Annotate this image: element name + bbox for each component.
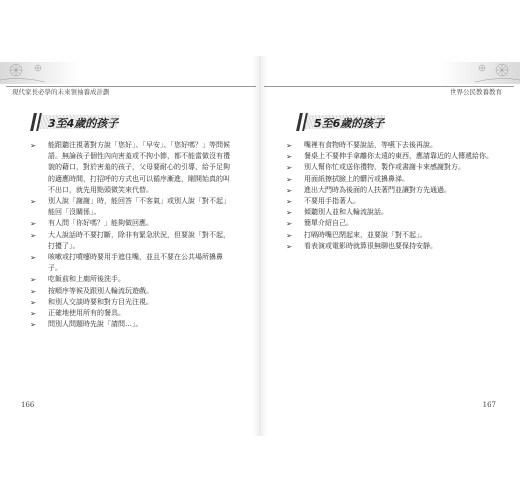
dandelion-decoration-icon — [0, 62, 80, 84]
list-item-text: 餐桌上不要伸手拿離你太遠的東西，應請靠近的人傳遞給你。 — [304, 152, 493, 161]
list-item-text: 別人幫你忙或送你禮物，製作或書謝卡來感謝對方。 — [304, 163, 465, 172]
arrow-bullet-icon: ➢ — [286, 185, 293, 195]
arrow-bullet-icon: ➢ — [286, 241, 293, 251]
arrow-bullet-icon: ➢ — [286, 219, 293, 229]
list-item-text: 用面紙擦拭臉上的髒污或擤鼻涕。 — [304, 174, 409, 183]
list-item — [30, 274, 235, 285]
arrow-bullet-icon: ➢ — [30, 320, 37, 330]
list-item — [30, 218, 235, 229]
list-item-text: 打嗝時嘴巴閉起來，並要說「對不起」。 — [304, 230, 427, 239]
dandelion-decoration-icon — [440, 62, 520, 84]
arrow-bullet-icon: ➢ — [286, 141, 293, 150]
list-item-text: 別人說「謝謝」時，能回答「不客氣」或別人說「對不起」能回「沒關係」。 — [48, 197, 230, 217]
arrow-bullet-icon: ➢ — [30, 275, 37, 285]
list-item — [286, 151, 496, 162]
section-title-text: 5至6歲的孩子 — [314, 117, 385, 130]
list-item — [30, 308, 235, 319]
arrow-bullet-icon: ➢ — [30, 309, 37, 319]
arrow-bullet-icon: ➢ — [30, 141, 37, 150]
list-item — [286, 230, 496, 241]
list-item-text: 進出大門時為後面的人扶著門並讓對方先通過。 — [304, 185, 451, 194]
list-item — [286, 174, 496, 185]
section-title — [298, 113, 388, 131]
list-item — [30, 230, 235, 252]
arrow-bullet-icon: ➢ — [286, 208, 293, 218]
section-title-text: 3至4歲的孩子 — [48, 117, 119, 130]
list-item-text: 問別人問題時先說「請問…」。 — [48, 320, 143, 329]
running-head: 現代家長必學的未來領袖養成計劃 — [12, 88, 110, 96]
list-item-text: 大人說話時不要打斷，除非有緊急狀況，但要說「對不起，打擾了」。 — [48, 230, 230, 250]
list-item — [286, 241, 496, 252]
list-item-text: 正確地使用所有的餐具。 — [48, 309, 125, 318]
page-number: 167 — [482, 401, 496, 409]
list-item-text: 按順序等候及跟別人輪流玩遊戲。 — [48, 286, 153, 295]
list-item — [30, 319, 235, 330]
bullet-list — [30, 140, 235, 330]
list-item-text: 有人問「你好嗎？」能夠做回應。 — [48, 219, 153, 228]
list-item-text: 和別人交談時要和對方目光注視。 — [48, 297, 153, 306]
arrow-bullet-icon: ➢ — [30, 230, 37, 240]
arrow-bullet-icon: ➢ — [30, 286, 37, 296]
arrow-bullet-icon: ➢ — [30, 219, 37, 229]
list-item — [30, 252, 235, 274]
list-item-text: 簡單介紹自己。 — [304, 219, 353, 228]
header-decoration — [262, 62, 520, 84]
list-item-text: 嘴裡有食物時不要說話，等嚥下去後再說。 — [304, 141, 437, 149]
arrow-bullet-icon: ➢ — [30, 253, 37, 263]
list-item — [30, 297, 235, 308]
running-head: 世界公民教養教育 — [450, 88, 502, 96]
list-item — [286, 185, 496, 196]
arrow-bullet-icon: ➢ — [286, 163, 293, 173]
list-item — [286, 207, 496, 218]
page-number: 166 — [21, 401, 35, 409]
header-decoration — [0, 62, 258, 84]
list-item — [30, 196, 235, 218]
arrow-bullet-icon: ➢ — [286, 197, 293, 207]
list-item-text: 傾聽別人並和人輪流說話。 — [304, 208, 388, 217]
arrow-bullet-icon: ➢ — [30, 197, 37, 207]
list-item — [286, 196, 496, 207]
arrow-bullet-icon: ➢ — [30, 297, 37, 307]
arrow-bullet-icon: ➢ — [286, 174, 293, 184]
bullet-list — [286, 140, 496, 252]
list-item-text: 吃飯前和上廁所後洗手。 — [48, 275, 125, 284]
list-item — [286, 140, 496, 151]
list-item — [30, 286, 235, 297]
book-gutter — [252, 56, 268, 436]
list-item — [286, 218, 496, 229]
list-item — [30, 140, 235, 196]
list-item-text: 能跟聽注視著對方說「您好」、「早安」、「您好嗎？」等問候語。無論孩子個性內向害羞或不拘小節，都不能當做沒有禮貌的藉口，對於害羞的孩子，父母要耐心的引導，給予足夠的適應時間，打招呼的方式也可以循序漸進，剛開始真的叫不出口，就先用點頭微笑來代替。 — [48, 141, 230, 194]
list-item-text: 看表演或電影時就算很無聊也要保持安靜。 — [304, 241, 437, 250]
section-title — [32, 113, 122, 131]
arrow-bullet-icon: ➢ — [286, 152, 293, 162]
list-item-text: 咳嗽或打噴嚏時要用手遮住嘴，並且不要在公共場所擤鼻子。 — [48, 253, 223, 273]
list-item-text: 不要用手指著人。 — [304, 197, 360, 206]
arrow-bullet-icon: ➢ — [286, 230, 293, 240]
right-page — [260, 0, 520, 500]
list-item — [286, 162, 496, 173]
